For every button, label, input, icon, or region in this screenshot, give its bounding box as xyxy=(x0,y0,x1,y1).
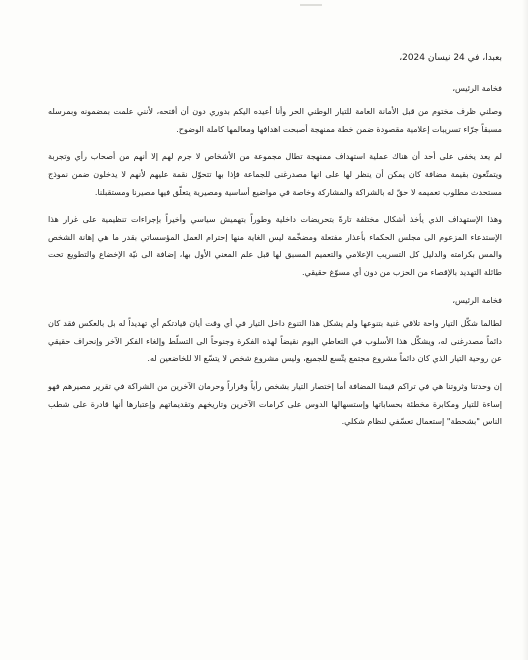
paragraph-2: لم يعد يخفى على أحد أن هناك عملية استهداف ممنهجة تطال مجموعة من الأشخاص لا جرم لهم إلا أنهم من أصحاب رأي وتجربة ويتمتّعون بقيمة مضافة كان يمكن أن ينظر لها على انها مصدرغنى للجماعة فإذا بها تتحوّل نقمة عليهم لأنهم لا يدخلون ضمن نموذج مستحدث مطلوب تعميمه لا حقّ له بالشراكة والمشاركة وخاصة في مواضيع أساسية ومصيرية يتعلّق فيها مصيرنا ومستقبلنا. xyxy=(48,151,502,197)
page-edge-shadow xyxy=(522,0,528,660)
letter-body xyxy=(48,50,502,441)
salutation-second: فخامة الرئيس، xyxy=(452,294,502,305)
paragraph-4: لطالما شكّل التيار واحة تلاقي غنية بتنوعها ولم يشكل هذا التنوع داخل التيار في أي وقت أيان قيادتكم أي تهديداً له بل بالعكس فقد كان دائماً مصدرغنى له، ويشكّل هذا الأسلوب في التعاطي اليوم نقيضاً لهذه الفكرة وجنوحاً الى التسلّط وإلغاء الفكر الآخر وإنحراف حقيقي عن روحية التيار الذي كان دائماً مشروع مجتمع يتّسع للجميع، وليس مشروع شخص لا يتسّع الا للخاضعين له. xyxy=(48,318,502,364)
paragraph-1: وصلني ظرف مختوم من قبل الأمانة العامة للتيار الوطني الحر وأنا أعيده اليكم بدوري دون أن أفتحه، لأنني علمت بمضمونه وبمرسله مسبقاً جرّاء تسريبات إعلامية مقصودة ضمن خطة ممنهجة أصبحت اهدافها ومعالمها كاملة الوضوح. xyxy=(48,106,502,134)
paragraph-3: وهذا الإستهداف الذي يأخذ أشكال مختلفة تارةً بتحريضات داخلية وطوراً بتهميش سياسي وأخيراً بإجراءات تنظيمية على غرار هذا الإستدعاء المزعوم الى مجلس الحكماء بأعذار مفتعلة ومضخّمة ليس الغاية منها إحترام العمل المؤسساتي بقدر ما هي إهانة الشخص والمس بكرامته والدليل كل التسريب الإعلامي والتعميم المسبق لها قبل علم المعني الأول بها، إضافة الى نيّة الإخضاع والتطويع تحت طائلة التهديد بالإقصاء من الحزب من دون أي مسوّغ حقيقي. xyxy=(48,214,502,277)
paragraph-5: إن وحدتنا وثروتنا هي في تراكم قيمنا المضافة أما إختصار التيار بشخص رأياً وقراراً وحرمان الآخرين من الشراكة في تقرير مصيرهم فهو إساءة للتيار ومكابرة مخطئة بحساباتها وإستسهالها الدوس على كرامات الآخرين وتاريخهم وتقديماتهم وإعتبارها أنها قادرة على شطب الناس "بشحطة" إستعمال تعسّفي لنظام شكلي. xyxy=(48,380,502,427)
letter-date: بعبدا، في 24 نيسان 2024، xyxy=(399,53,502,63)
scan-artifact xyxy=(300,4,322,6)
salutation: فخامة الرئيس، xyxy=(452,82,502,93)
